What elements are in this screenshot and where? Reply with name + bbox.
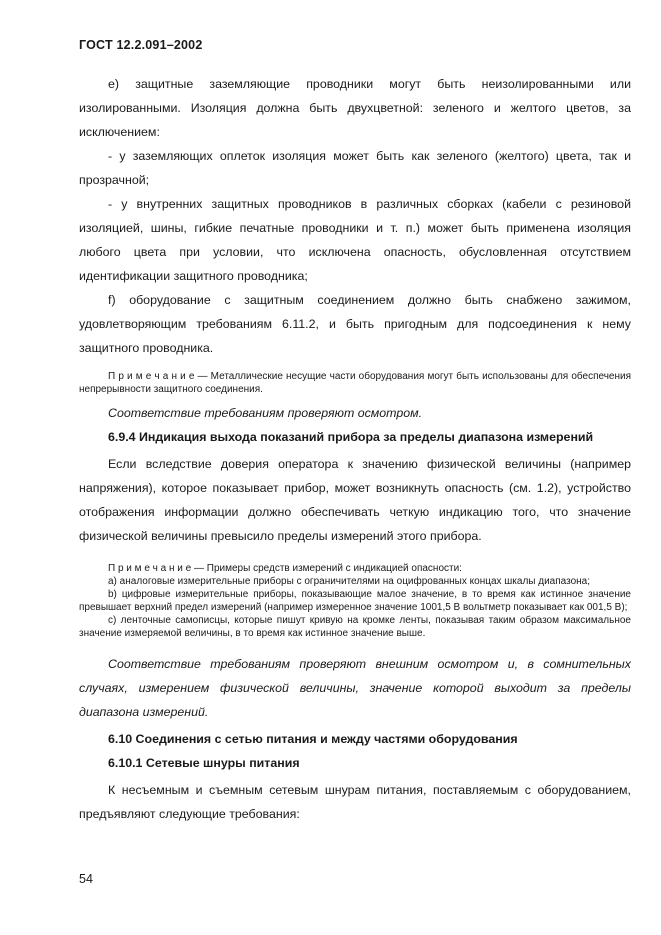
compliance-check-1: Соответствие требованиям проверяют осмотром. (108, 406, 423, 420)
document-body (79, 72, 631, 826)
note-1 (79, 370, 631, 396)
note-2-label: П р и м е ч а н и е (108, 563, 192, 574)
section-heading-6-9-4: 6.9.4 Индикация выхода показаний прибора за пределы диапазона измерений (108, 430, 594, 444)
note-1-text: — Металлические несущие части оборудования могут быть использованы для обеспечения непрерывности защитного соединения. (79, 371, 632, 395)
note-2-item-c: с) ленточные самописцы, которые пишут кривую на кромке ленты, показывая таким образом максимальное значение измеряемой величины, в то время как истинное значение выше. (79, 615, 631, 639)
paragraph-6-9-4: Если вследствие доверия оператора к значению физической величины (например напряжения), которое показывает прибор, может возникнуть опасность (см. 1.2), устройство отображения информации должно обеспечивать четкую индикацию того, что значение физической величины превысило пределы измерений этого прибора. (79, 457, 631, 543)
paragraph-6-10-1: К несъемным и съемным сетевым шнурам питания, поставляемым с оборудованием, предъявляют следующие требования: (79, 783, 631, 821)
note-2-item-b: b) цифровые измерительные приборы, показывающие малое значение, в то время как истинное значение превышает верхний предел измерений (например измеренное значение 1001,5 В вольтметр показывает как 001,5 В); (79, 589, 631, 613)
document-header: ГОСТ 12.2.091–2002 (79, 38, 203, 52)
section-heading-6-10: 6.10 Соединения с сетью питания и между частями оборудования (108, 732, 518, 746)
compliance-check-2: Соответствие требованиям проверяют внешним осмотром и, в сомнительных случаях, измерением физической величины, значение которой выходит за пределы диапазона измерений. (79, 657, 631, 719)
note-2 (79, 562, 631, 640)
note-1-label: П р и м е ч а н и е (108, 371, 195, 382)
paragraph-e: е) защитные заземляющие проводники могут быть неизолированными или изолированными. Изоляция должна быть двухцветной: зеленого и желтого цветов, за исключением: (79, 77, 631, 139)
page-number: 54 (79, 872, 93, 886)
section-heading-6-10-1: 6.10.1 Сетевые шнуры питания (108, 756, 300, 770)
note-2-intro-text: — Примеры средств измерений с индикацией опасности: (191, 563, 462, 574)
note-2-item-a: а) аналоговые измерительные приборы с ограничителями на оцифрованных концах шкалы диапазона; (108, 576, 591, 587)
note-2-intro (79, 562, 631, 575)
list-item-braids: - у заземляющих оплеток изоляция может быть как зеленого (желтого) цвета, так и прозрачной; (79, 149, 631, 187)
paragraph-f: f) оборудование с защитным соединением должно быть снабжено зажимом, удовлетворяющим требованиям 6.11.2, и быть пригодным для подсоединения к нему защитного проводника. (79, 293, 631, 355)
list-item-internal-conductors: - у внутренних защитных проводников в различных сборках (кабели с резиновой изоляцией, шины, гибкие печатные проводники и т. п.) может быть применена изоляция любого цвета при условии, что исключена опасность, обусловленная отсутствием идентификации защитного проводника; (79, 197, 631, 283)
